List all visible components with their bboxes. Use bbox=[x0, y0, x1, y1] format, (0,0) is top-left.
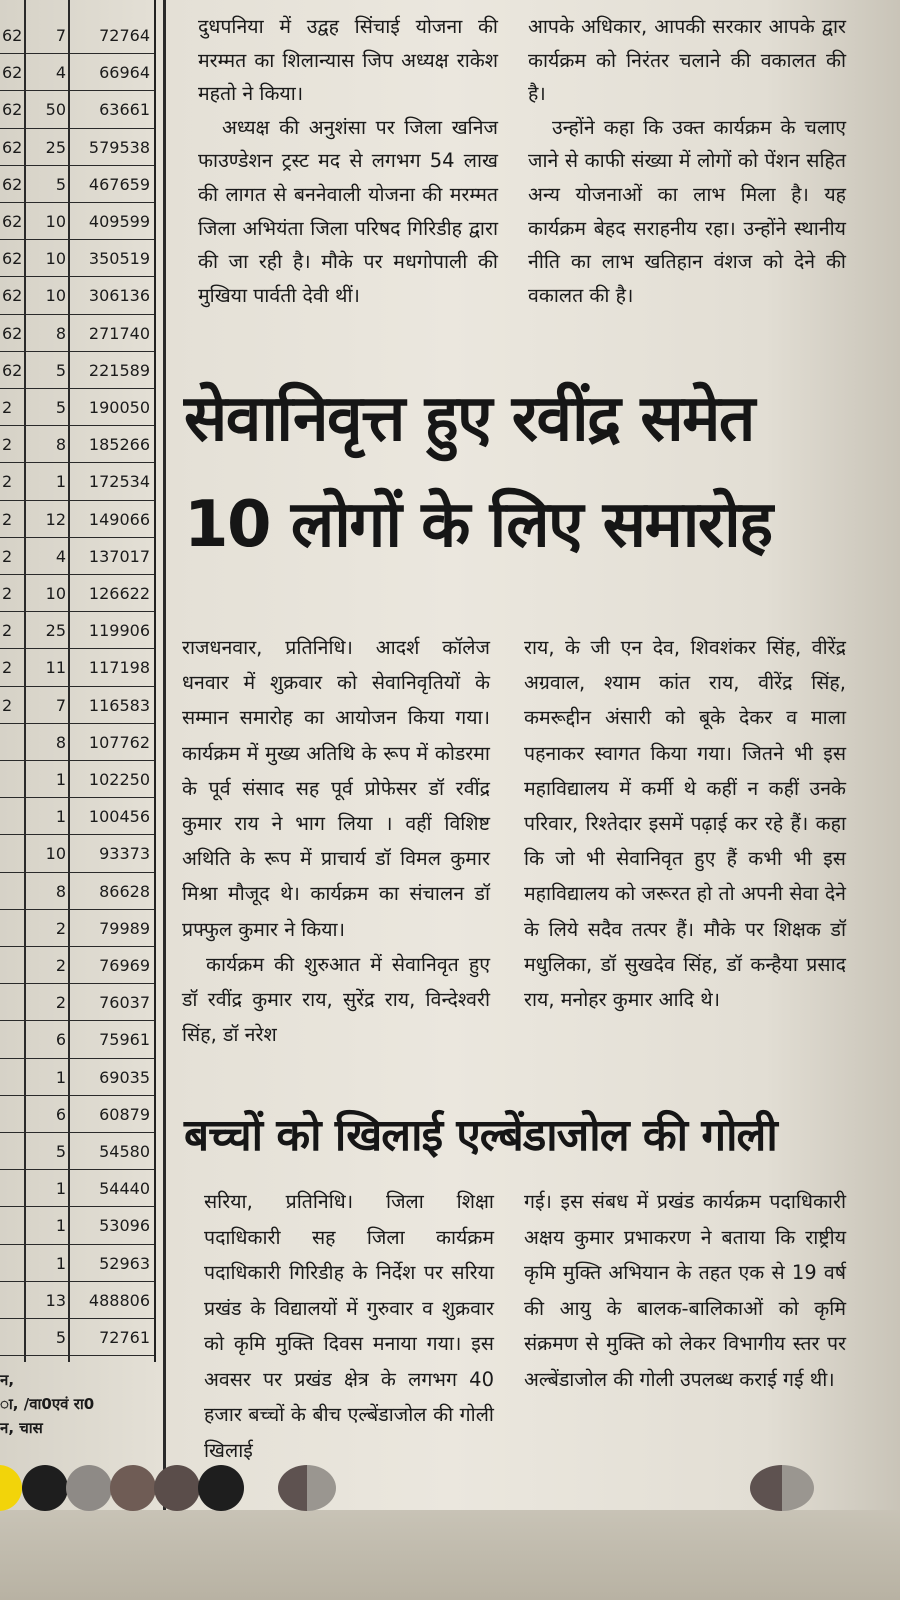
table-cell: 62 bbox=[2, 286, 23, 306]
table-cell: 63661 bbox=[99, 100, 150, 120]
table-cell: 350519 bbox=[88, 249, 150, 269]
paragraph: आपके अधिकार, आपकी सरकार आपके द्वार कार्यक्रम को निरंतर चलाने की वकालत की है। bbox=[528, 15, 846, 106]
table-cell: 5 bbox=[55, 360, 66, 380]
table-row bbox=[0, 1283, 154, 1319]
brown-dot-icon bbox=[154, 1465, 200, 1511]
table-row bbox=[0, 613, 154, 649]
table-cell: 149066 bbox=[88, 509, 150, 529]
table-cell: 119906 bbox=[88, 621, 150, 641]
table-cell: 13 bbox=[45, 1290, 66, 1310]
table-cell: 10 bbox=[45, 584, 66, 603]
table-cell: 62 bbox=[2, 249, 23, 269]
page-bottom-edge bbox=[0, 1510, 900, 1600]
table-cell: 62 bbox=[2, 63, 23, 83]
second-article-col1 bbox=[204, 1184, 494, 1468]
main-article-col2 bbox=[524, 630, 846, 1017]
top-article-col1 bbox=[198, 10, 498, 312]
table-cell: 190050 bbox=[88, 398, 150, 417]
table-cell: 10 bbox=[45, 249, 66, 269]
table-cell: 579538 bbox=[88, 137, 150, 157]
table-row bbox=[0, 316, 154, 352]
table-cell: 2 bbox=[2, 472, 13, 492]
gray-dot-icon bbox=[66, 1465, 112, 1511]
table-cell: 8 bbox=[55, 732, 66, 752]
table-cell: 7 bbox=[55, 26, 66, 45]
paragraph: राय, के जी एन देव, शिवशंकर सिंह, वीरेंद्र अग्रवाल, श्याम कांत राय, वीरेंद्र सिंह, कमरूद्दीन अंसारी को बूके देकर व माला पहनाकर स्वागत किया गया। जितने भी इस महाविद्यालय में कर्मी थे कहीं न कहीं उनके परिवार, रिश्तेदार इसमें पढ़ाई कर रहे हैं। कहा कि जो भी सेवानिवृत हुए हैं कभी भी इस महाविद्यालय को जरूरत हो तो अपनी सेवा देने के लिये सदैव तत्पर हैं। मौके पर शिक्षक डॉ मधुलिका, डॉ सुखदेव सिंह, डॉ कन्हैया प्रसाद राय, मनोहर कुमार आदि थे। bbox=[524, 636, 846, 1012]
table-row bbox=[0, 390, 154, 426]
table-row bbox=[0, 911, 154, 947]
table-cell: 102250 bbox=[88, 770, 150, 789]
table-cell: 4 bbox=[55, 546, 66, 566]
table-cell: 25 bbox=[45, 621, 66, 641]
table-cell: 306136 bbox=[88, 286, 150, 306]
table-row bbox=[0, 18, 154, 54]
top-article-col2 bbox=[528, 10, 846, 312]
table-cell: 116583 bbox=[88, 695, 150, 715]
black-dot-icon bbox=[22, 1465, 68, 1511]
table-cell: 2 bbox=[2, 584, 13, 603]
table-cell: 5 bbox=[55, 1328, 66, 1347]
main-article-col1 bbox=[182, 630, 490, 1052]
split-dot-icon bbox=[278, 1465, 336, 1511]
table-cell: 52963 bbox=[99, 1253, 150, 1273]
table-cell: 72764 bbox=[99, 26, 150, 45]
paragraph: कार्यक्रम की शुरुआत में सेवानिवृत हुए डॉ रवींद्र कुमार राय, सुरेंद्र राय, विन्देश्वरी सिंह, डॉ नरेश bbox=[182, 952, 490, 1047]
table-cell: 1 bbox=[55, 1253, 66, 1273]
table-cell: 1 bbox=[55, 1179, 66, 1199]
stats-table bbox=[0, 0, 156, 1362]
table-cell: 2 bbox=[2, 398, 13, 417]
table-cell: 62 bbox=[2, 26, 23, 45]
table-row bbox=[0, 1097, 154, 1133]
table-cell: 76037 bbox=[99, 993, 150, 1013]
table-cell: 107762 bbox=[88, 732, 150, 752]
table-cell: 2 bbox=[2, 621, 13, 641]
table-cell: 62 bbox=[2, 137, 23, 157]
table-cell: 6 bbox=[55, 1104, 66, 1124]
table-cell: 2 bbox=[2, 435, 13, 455]
table-cell: 5 bbox=[55, 174, 66, 194]
table-cell: 2 bbox=[55, 918, 66, 938]
table-row bbox=[0, 92, 154, 128]
table-cell: 5 bbox=[55, 398, 66, 417]
table-row bbox=[0, 353, 154, 389]
table-row bbox=[0, 241, 154, 277]
table-cell: 54580 bbox=[99, 1142, 150, 1161]
table-cell: 1 bbox=[55, 807, 66, 827]
table-row bbox=[0, 204, 154, 240]
table-cell: 221589 bbox=[88, 360, 150, 380]
table-row bbox=[0, 948, 154, 984]
table-cell: 4 bbox=[55, 63, 66, 83]
table-row bbox=[0, 1060, 154, 1096]
table-cell: 137017 bbox=[88, 546, 150, 566]
table-row bbox=[0, 1246, 154, 1282]
table-row bbox=[0, 1134, 154, 1170]
table-cell: 2 bbox=[2, 546, 13, 566]
table-cell: 75961 bbox=[99, 1030, 150, 1050]
paragraph: दुधपनिया में उद्वह सिंचाई योजना की मरम्मत का शिलान्यास जिप अध्यक्ष राकेश महतो ने किया। bbox=[198, 15, 498, 106]
table-cell: 2 bbox=[2, 509, 13, 529]
table-cell: 271740 bbox=[88, 323, 150, 343]
table-cell: 62 bbox=[2, 212, 23, 231]
table-cell: 11 bbox=[45, 658, 66, 678]
table-footer-line: न, चास bbox=[0, 1419, 43, 1437]
paragraph: उन्होंने कहा कि उक्त कार्यक्रम के चलाए जाने से काफी संख्या में लोगों को पेंशन सहित अन्य योजनाओं का लाभ मिला है। यह कार्यक्रम बेहद सराहनीय रहा। उन्होंने स्थानीय नीति का लाभ खतिहान वंशज को देने की वकालत की है। bbox=[528, 115, 846, 307]
table-cell: 2 bbox=[2, 658, 13, 678]
table-row bbox=[0, 1171, 154, 1207]
table-cell: 8 bbox=[55, 323, 66, 343]
table-cell: 8 bbox=[55, 881, 66, 901]
second-headline: बच्चों को खिलाई एल्बेंडाजोल की गोली bbox=[184, 1110, 777, 1161]
table-row bbox=[0, 576, 154, 612]
table-row bbox=[0, 799, 154, 835]
table-cell: 2 bbox=[2, 695, 13, 715]
table-cell: 6 bbox=[55, 1030, 66, 1050]
table-row bbox=[0, 167, 154, 203]
table-cell: 1 bbox=[55, 1067, 66, 1087]
table-cell: 53096 bbox=[99, 1216, 150, 1236]
table-cell: 62 bbox=[2, 360, 23, 380]
yellow-dot-icon bbox=[0, 1465, 22, 1511]
table-cell: 10 bbox=[45, 844, 66, 864]
table-cell: 185266 bbox=[88, 435, 150, 455]
table-cell: 126622 bbox=[88, 584, 150, 603]
headline-line: सेवानिवृत्त हुए रवींद्र समेत bbox=[184, 382, 754, 456]
table-row bbox=[0, 539, 154, 575]
table-row bbox=[0, 725, 154, 761]
table-cell: 93373 bbox=[99, 844, 150, 864]
table-row bbox=[0, 55, 154, 91]
table-cell: 62 bbox=[2, 100, 23, 120]
table-cell: 2 bbox=[55, 993, 66, 1013]
table-cell: 1 bbox=[55, 1216, 66, 1236]
table-cell: 5 bbox=[55, 1142, 66, 1161]
table-row bbox=[0, 427, 154, 463]
table-cell: 409599 bbox=[88, 212, 150, 231]
table-row bbox=[0, 278, 154, 314]
table-cell: 488806 bbox=[88, 1290, 150, 1310]
table-cell: 54440 bbox=[99, 1179, 150, 1199]
table-row bbox=[0, 130, 154, 166]
table-row bbox=[0, 1320, 154, 1356]
table-row bbox=[0, 650, 154, 686]
registration-marks bbox=[0, 1465, 900, 1515]
table-row bbox=[0, 874, 154, 910]
table-cell: 12 bbox=[45, 509, 66, 529]
table-cell: 7 bbox=[55, 695, 66, 715]
table-cell: 62 bbox=[2, 323, 23, 343]
table-cell: 50 bbox=[45, 100, 66, 120]
table-cell: 79989 bbox=[99, 918, 150, 938]
table-cell: 1 bbox=[55, 472, 66, 492]
paragraph: गई। इस संबध में प्रखंड कार्यक्रम पदाधिकारी अक्षय कुमार प्रभाकरण ने बताया कि राष्ट्रीय कृमि मुक्ति अभियान के तहत एक से 19 वर्ष की आयु के बालक-बालिकाओं को कृमि संक्रमण से मुक्ति को लेकर विभागीय स्तर पर अल्बेंडाजोल की गोली उपलब्ध कराई गई थी। bbox=[524, 1190, 846, 1391]
table-cell: 62 bbox=[2, 174, 23, 194]
table-row bbox=[0, 464, 154, 500]
headline-line: 10 लोगों के लिए समारोह bbox=[184, 488, 772, 562]
table-footer-line: ा, /वा0एवं रा0 bbox=[0, 1395, 95, 1413]
table-cell: 66964 bbox=[99, 63, 150, 83]
table-row bbox=[0, 985, 154, 1021]
table-cell: 86628 bbox=[99, 881, 150, 901]
table-row bbox=[0, 688, 154, 724]
split-dot-icon bbox=[750, 1465, 814, 1511]
table-cell: 1 bbox=[55, 770, 66, 789]
main-headline bbox=[184, 382, 856, 562]
table-footer bbox=[0, 1368, 150, 1440]
paragraph: अध्यक्ष की अनुशंसा पर जिला खनिज फाउण्डेशन ट्रस्ट मद से लगभग 54 लाख की लागत से बननेवाली योजना की मरम्मत जिला अभियंता जिला परिषद गिरिडीह द्वारा की जा रही है। मौके पर मधगोपाली की मुखिया पार्वती देवी थीं। bbox=[198, 115, 498, 307]
table-row bbox=[0, 1022, 154, 1058]
table-cell: 69035 bbox=[99, 1067, 150, 1087]
table-footer-line: न, bbox=[0, 1371, 15, 1389]
table-row bbox=[0, 502, 154, 538]
table-cell: 100456 bbox=[88, 807, 150, 827]
column-rule bbox=[163, 0, 166, 1520]
table-cell: 2 bbox=[55, 956, 66, 975]
table-cell: 10 bbox=[45, 212, 66, 231]
paragraph: राजधनवार, प्रतिनिधि। आदर्श कॉलेज धनवार में शुक्रवार को सेवानिवृतियों के सम्मान समारोह का आयोजन किया गया। कार्यक्रम में मुख्य अतिथि के रूप में कोडरमा के पूर्व संसाद सह पूर्व प्रोफेसर डॉ रवींद्र कुमार राय ने भाग लिया । वहीं विशिष्ट अथिति के रूप में प्राचार्य डॉ विमल कुमार मिश्रा मौजूद थे। कार्यक्रम का संचालन डॉ प्रफ्फुल कुमार ने किया। bbox=[182, 636, 490, 941]
table-cell: 60879 bbox=[99, 1104, 150, 1124]
paragraph: सरिया, प्रतिनिधि। जिला शिक्षा पदाधिकारी सह जिला कार्यक्रम पदाधिकारी गिरिडीह के निर्देश पर सरिया प्रखंड के विद्यालयों में गुरुवार व शुक्रवार को कृमि मुक्ति दिवस मनाया गया। इस अवसर पर प्रखंड क्षेत्र के लगभग 40 हजार बच्चों के बीच एल्बेंडाजोल की गोली खिलाई bbox=[204, 1190, 494, 1462]
table-cell: 25 bbox=[45, 137, 66, 157]
table-cell: 10 bbox=[45, 286, 66, 306]
table-cell: 117198 bbox=[88, 658, 150, 678]
table-row bbox=[0, 836, 154, 872]
table-row bbox=[0, 762, 154, 798]
table-cell: 8 bbox=[55, 435, 66, 455]
table-cell: 172534 bbox=[88, 472, 150, 492]
second-article-col2 bbox=[524, 1184, 846, 1397]
table-row bbox=[0, 1208, 154, 1244]
table-cell: 467659 bbox=[88, 174, 150, 194]
black-dot-icon bbox=[198, 1465, 244, 1511]
table-cell: 72761 bbox=[99, 1328, 150, 1347]
table-cell: 76969 bbox=[99, 956, 150, 975]
brown-dot-icon bbox=[110, 1465, 156, 1511]
